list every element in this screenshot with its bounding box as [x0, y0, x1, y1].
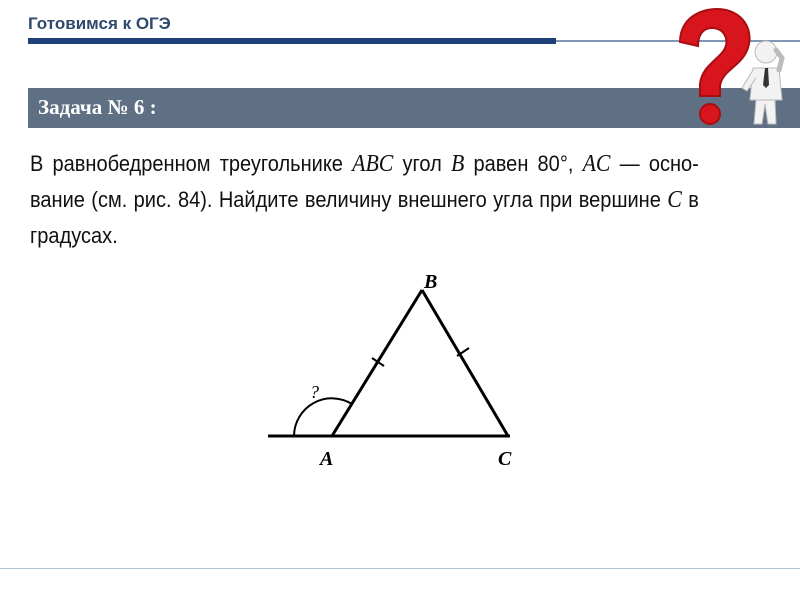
vertex-b: B: [450, 151, 465, 177]
task-title: Задача № 6 :: [38, 95, 157, 119]
label-c: C: [498, 448, 512, 470]
problem-text-part: угол: [393, 151, 451, 176]
label-a: A: [320, 448, 334, 470]
question-mark-person-icon: [650, 0, 800, 130]
triangle-figure: [260, 262, 530, 472]
label-b: B: [424, 271, 438, 293]
problem-text-part: В равнобедренном треугольнике: [30, 151, 353, 176]
problem-text-part: в градусах.: [30, 187, 699, 248]
side-bc: [422, 290, 508, 436]
problem-text-part: — осно-вание (см. рис. 84). Найдите величину внешнего угла при вершине: [30, 151, 699, 212]
problem-text-part: равен 80°,: [464, 151, 583, 176]
problem-statement: [30, 146, 699, 253]
label-question: ?: [310, 382, 319, 402]
header-divider: [28, 38, 556, 44]
header-title: Готовимся к ОГЭ: [28, 14, 171, 33]
side-ab: [332, 290, 422, 436]
base-ac: AC: [582, 151, 611, 177]
footer-divider: [0, 568, 800, 569]
triangle-name: ABC: [352, 151, 394, 177]
vertex-c: C: [667, 187, 682, 213]
